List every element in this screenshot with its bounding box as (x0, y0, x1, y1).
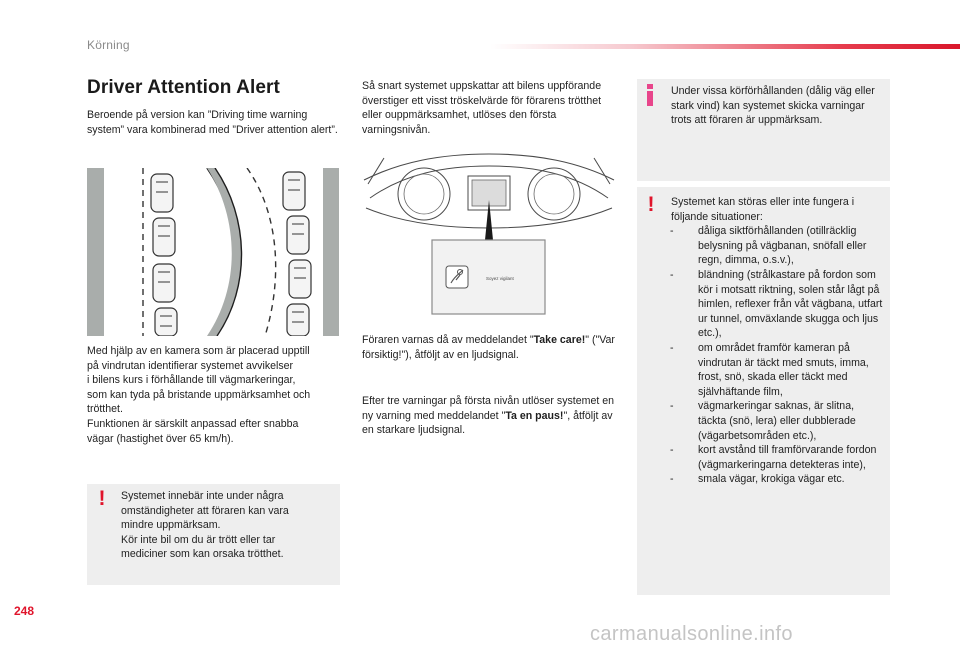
warning-panel-right-content (671, 195, 885, 487)
info-panel-text: Under vissa körförhållanden (dålig väg eller stark vind) kan systemet skicka varningar trots att föraren är uppmärksam. (671, 85, 875, 127)
list-item-text: kort avstånd till framförvarande fordon (vägmarkeringarna detekteras inte), (698, 444, 877, 471)
camera-line: i bilens kurs i förhållande till vägmarkeringar, (87, 374, 296, 387)
list-item (667, 399, 885, 443)
list-item-text: vägmarkeringar saknas, är slitna, täckta (snö, lera) eller dubblerade (vägarbetsområden etc.), (698, 400, 856, 442)
list-dash: - (670, 400, 674, 413)
page-title: Driver Attention Alert (87, 77, 280, 98)
exclamation-warning-icon: ! (647, 193, 655, 216)
list-item (667, 341, 885, 399)
warning-line: mediciner som kan orsaka trötthet. (121, 548, 284, 561)
list-item-text: smala vägar, krokiga vägar etc. (698, 473, 845, 486)
list-dash: - (670, 444, 674, 457)
situation-list (667, 224, 885, 487)
pause-text-before: Efter tre varningar på första nivån utlöser systemet en ny varning med meddelandet " (362, 395, 615, 422)
list-item (667, 268, 885, 341)
warning-panel-left-text (121, 489, 335, 562)
exclamation-warning-icon: ! (98, 487, 106, 510)
alert-text-before: Föraren varnas då av meddelandet " (362, 334, 534, 346)
alert-text-after: " ("Var försiktig!"), åtföljt av en ljudsignal. (362, 334, 615, 361)
watermark: carmanualsonline.info (590, 623, 793, 645)
list-dash: - (670, 341, 674, 354)
camera-line: vägar (hastighet över 65 km/h). (87, 432, 234, 445)
section-label: Körning (87, 38, 130, 52)
info-icon (644, 84, 656, 106)
alert-paragraph (362, 333, 620, 362)
threshold-paragraph: Så snart systemet uppskattar att bilens uppförande överstiger ett visst tröskelvärde för förarens trötthet eller ouppmärksamhet, utlöses den första varningsnivån. (362, 80, 602, 136)
display-message: Soyez vigilant (486, 276, 514, 281)
road-lane-illustration (87, 168, 339, 336)
camera-line: som kan tyda på bristande uppmärksamhet och (87, 388, 311, 401)
camera-line: trötthet. (87, 403, 123, 416)
list-item-text: om området framför kameran på vindrutan är täckt med smuts, imma, frost, snö, skada eller täckt med självhäftande film, (698, 341, 869, 398)
warning-line: Systemet innebär inte under några (121, 490, 284, 502)
camera-paragraph (87, 344, 349, 446)
list-item (667, 472, 885, 487)
list-dash: - (670, 268, 674, 281)
pause-emphasis: Ta en paus! (505, 409, 564, 422)
header-accent-line (490, 44, 960, 49)
warning-line: Kör inte bil om du är trött eller tar (121, 533, 276, 546)
camera-line: Funktionen är särskilt anpassad efter snabba (87, 417, 299, 430)
list-item (667, 443, 885, 472)
camera-line: på vindrutan identifierar systemet avvikelser (87, 359, 294, 372)
pause-paragraph (362, 394, 618, 438)
list-dash: - (670, 473, 674, 486)
warning-intro: Systemet kan störas eller inte fungera i följande situationer: (671, 196, 855, 223)
intro-paragraph: Beroende på version kan ”Driving time warning system” vara kombinerad med ”Driver attention alert”. (87, 109, 338, 136)
pause-text-after: ", åtföljt av en starkare ljudsignal. (362, 409, 613, 437)
list-dash: - (670, 225, 674, 238)
warning-line: omständigheter att föraren kan vara (121, 504, 289, 517)
camera-line: Med hjälp av en kamera som är placerad upptill (87, 345, 310, 357)
dashboard-illustration (360, 148, 618, 318)
list-item-text: dåliga siktförhållanden (otillräcklig belysning på vägbanan, snöfall eller regn, dimma, o.s.v.), (698, 225, 867, 267)
alert-emphasis: Take care! (533, 334, 586, 346)
page-number: 248 (14, 604, 35, 618)
list-item-text: bländning (strålkastare på fordon som kör i motsatt riktning, solen står lågt på himlen, reflexer från våt vägbana, utfart ur tunnel, omväxlande skugga och ljus etc.), (698, 268, 883, 340)
list-item (667, 224, 885, 268)
warning-line: mindre uppmärksam. (121, 519, 221, 532)
